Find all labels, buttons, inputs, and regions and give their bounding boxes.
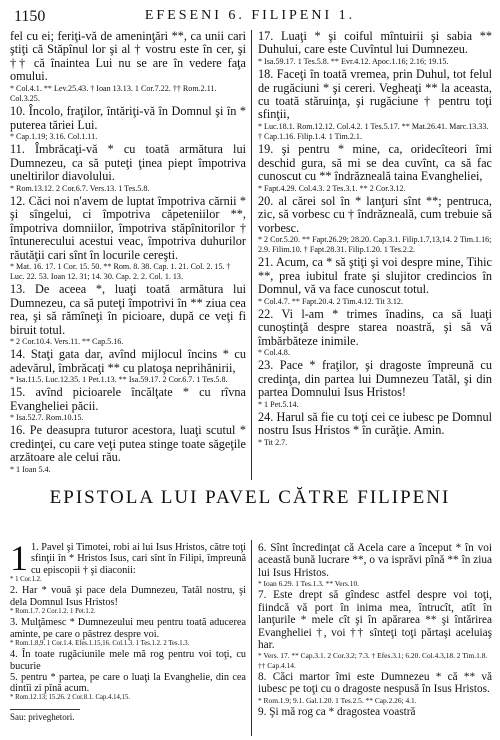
column-divider xyxy=(251,30,252,480)
left-column-philippians xyxy=(10,538,246,704)
verse-text: 8. Căci martor îmi este Dumnezeu * că ** vă iubesc pe toţi cu o dragoste nespusă în Isus Hristos. xyxy=(258,670,492,696)
cross-reference: * Vers. 17. ** Cap.3.1. 2 Cor.3.2; 7.3. † Efes.3.1; 6.20. Col.4.3,18. 2 Tim.1.8. †† Cap.4.14. xyxy=(258,651,488,670)
column-divider-bottom xyxy=(251,540,252,736)
cross-reference: * Col.4.1. ** Lev.25.43. † Ioan 13.13. 1 Cor.7.22. †† Rom.2.11. Col.3.25. xyxy=(10,83,217,103)
right-column-ephesians xyxy=(258,30,492,449)
verse-text: 14. Staţi gata dar, avînd mijlocul încins * cu adevărul, îmbrăcaţi ** cu platoşa neprihănirii, xyxy=(10,347,246,375)
verse-text: 22. Vi l-am * trimes înadins, ca să luaţi cunoştinţă despre starea noastră, şi să vă îmbărbăteze inimile. xyxy=(258,306,492,348)
cross-reference: * Tit 2.7. xyxy=(258,437,288,447)
cross-reference: * Rom.12.13; 15.26. 2 Cor.8.1. Cap.4.14,15. xyxy=(10,694,131,702)
cross-reference: * Ioan 6.29. 1 Tes.1.3. ** Vers.10. xyxy=(258,579,360,589)
cross-reference: * Isa.52.7. Rom.10.15. xyxy=(10,413,84,423)
verse-text: 12. Căci noi n'avem de luptat împotriva cărnii * şi sîngelui, ci împotriva căpeteniilor **, împotriva domniilor, împotriva stăpînitorilor † întunerecului acestui veac, împotriva duhurilor răutăţii cari sînt în locurile cereşti. xyxy=(10,193,246,262)
verse-text: 21. Acum, ca * să ştiţi şi voi despre mine, Tihic **, prea iubitul frate şi slujitor credincios în Domnul, vă va face cunoscut totul. xyxy=(258,255,492,297)
cross-reference: * 2 Cor.10.4. Vers.11. ** Cap.5.16. xyxy=(10,337,124,347)
page-number: 1150 xyxy=(14,8,46,25)
cross-reference: * Rom.1.9; 9.1. Gal.1.20. 1 Tes.2.5. ** Cap.2.26; 4.1. xyxy=(258,695,417,705)
cross-reference: * Col.4.7. ** Fapt.20.4. 2 Tim.4.12. Tit 3.12. xyxy=(258,296,403,306)
running-title: EFESENI 6. FILIPENI 1. xyxy=(144,8,356,23)
cross-reference: * Isa.11.5. Luc.12.35. 1 Pet.1.13. ** Isa.59.17. 2 Cor.6.7. 1 Tes.5.8. xyxy=(10,375,228,385)
footnote: Sau: priveghetori. xyxy=(10,712,75,722)
verse-text: 3. Mulţămesc * Dumnezeului meu pentru toată aducerea aminte, pe care o păstrez despre voi. xyxy=(10,617,246,640)
cross-reference: * 1 Ioan 5.4. xyxy=(10,464,51,474)
verse-text: 2. Har * vouă şi pace dela Dumnezeu, Tatăl nostru, şi dela Domnul Isus Hristos! xyxy=(10,585,246,608)
verse-text: 17. Luaţi * şi coiful mîntuirii şi sabia ** Duhului, care este Cuvîntul lui Dumnezeu. xyxy=(258,29,492,57)
verse-text: 1. Pavel şi Timotei, robi ai lui Isus Hristos, către toţi sfinţii în * Hristos Isus, cari sînt în Filipi, împreună cu episcopii † şi diaconii: xyxy=(31,542,246,576)
cross-reference: * Rom.1.7. 2 Cor.1.2. 1 Pet.1.2. xyxy=(10,607,96,615)
verse-text: 18. Faceţi în toată vremea, prin Duhul, tot felul de rugăciuni * şi cereri. Vegheaţi ** la aceasta, cu toată stăruinţa, şi rugăciune † pentru toţi sfinţii, xyxy=(258,67,492,122)
cross-reference: * Luc.18.1. Rom.12.12. Col.4.2. 1 Tes.5.17. ** Mat.26.41. Marc.13.33. † Cap.1.16. Filip.1.4. 1 Tim.2.1. xyxy=(258,121,489,142)
verse-text: 13. De aceea *, luaţi toată armătura lui Dumnezeu, ca să puteţi împotrivi în ** ziua cea rea, şi să rămîneţi în picioare, după ce veţi fi biruit totul. xyxy=(10,282,246,337)
verse-text: 4. În toate rugăciunile mele mă rog pentru voi toţi, cu bucurie xyxy=(10,649,246,672)
verse-text: 23. Pace * fraţilor, şi dragoste împreună cu credinţa, din partea lui Dumnezeu Tatăl, şi din partea Domnului Isus Hristos! xyxy=(258,358,492,400)
verse-text: 15. avînd picioarele încălţate * cu rîvna Evangheliei păcii. xyxy=(10,385,246,413)
cross-reference: * 1 Pet.5.14. xyxy=(258,399,299,409)
cross-reference: * 1 Cor.1.2. xyxy=(10,575,42,583)
page-header xyxy=(14,8,486,28)
verse-text: 16. Pe deasupra tuturor acestora, luaţi scutul * credinţei, cu care veţi putea stinge toate săgeţile arzătoare ale celui rău. xyxy=(10,423,246,465)
verse-text: 19. şi pentru * mine, ca, oridecîteori îmi deschid gura, să mi se dea cuvînt, ca să fac cunoscut cu ** îndrăzneală taina Evangheliei, xyxy=(258,142,492,184)
verse-text: 7. Este drept să gîndesc astfel despre voi toţi, fiindcă vă port în inima mea, întrucît, atît în lanţurile * mele cît şi în apărarea ** şi întărirea Evangheliei †, voi †† sînteţi toţi părtaşi aceluiaş har. xyxy=(258,589,492,651)
cross-reference: * Rom.13.12. 2 Cor.6.7. Vers.13. 1 Tes.5.8. xyxy=(10,183,150,193)
cross-reference: * Fapt.4.29. Col.4.3. 2 Tes.3.1. ** 2 Cor.3.12. xyxy=(258,183,406,193)
chapter-dropcap: 1 xyxy=(10,538,28,578)
verse-text: 5. pentru * partea, pe care o luaţi la Evanghelie, din cea dintîi zi pînă acum. xyxy=(10,671,246,695)
verse-text: 20. al cărei sol în * lanţuri sînt **; pentruca, zic, să vorbesc cu † îndrăzneală, cum trebuie să vorbesc. xyxy=(258,193,492,235)
cross-reference: * Isa.59.17. 1 Tes.5.8. ** Evr.4.12. Apoc.1.16; 2.16; 19.15. xyxy=(258,56,449,66)
verse-text: 24. Harul să fie cu toţi cei ce iubesc pe Domnul nostru Isus Hristos * în curăţie. Amin. xyxy=(258,409,492,438)
cross-reference: * Cap.1.19; 3.16. Col.1.11. xyxy=(10,132,98,142)
right-column-philippians xyxy=(258,542,492,718)
verse-text: 9. Şi mă rog ca * dragostea voastră xyxy=(258,705,416,718)
cross-reference: * Col.4.8. xyxy=(258,348,290,358)
left-column-ephesians xyxy=(10,30,246,476)
verse-text: fel cu ei; feriţi-vă de ameninţări **, ca unii cari ştiţi că Stăpînul lor şi al † vostru este în cer, şi †† că înaintea Lui nu se are în vedere faţa omului. xyxy=(10,29,246,84)
verse-text: 6. Sînt încredinţat că Acela care a început * în voi această bună lucrare **, o va isprăvi pînă ** în ziua lui Isus Hristos. xyxy=(258,542,492,579)
cross-reference: * 2 Cor.5.20. ** Fapt.26.29; 28.20. Cap.3.1. Filip.1.7,13,14. 2 Tim.1.16; 2.9. Filim.10. † Fapt.28.31. Filip.1.20. 1 Tes.2.2. xyxy=(258,235,492,255)
book-title: EPISTOLA LUI PAVEL CĂTRE FILIPENI xyxy=(49,487,451,508)
verse-text: 11. Îmbrăcaţi-vă * cu toată armătura lui Dumnezeu, ca să puteţi ţinea piept împotriva uneltirilor diavolului. xyxy=(10,142,246,184)
verse-text: 10. Încolo, fraţilor, întăriţi-vă în Domnul şi în * puterea tăriei Lui. xyxy=(10,104,246,132)
cross-reference: * Rom.1.8,9. 1 Cor.1.4. Efes.1.15,16. Col.1.3. 1 Tes.1.2. 2 Tes.1.3. xyxy=(10,639,190,647)
footnote-rule xyxy=(10,709,80,710)
cross-reference: * Mat. 16. 17. 1 Cor. 15. 50. ** Rom. 8. 38. Cap. 1. 21. Col. 2. 15. † Luc. 22. 53. Ioan 12. 31; 14. 30. Cap. 2. 2. Col. 1. 13. xyxy=(10,262,231,282)
